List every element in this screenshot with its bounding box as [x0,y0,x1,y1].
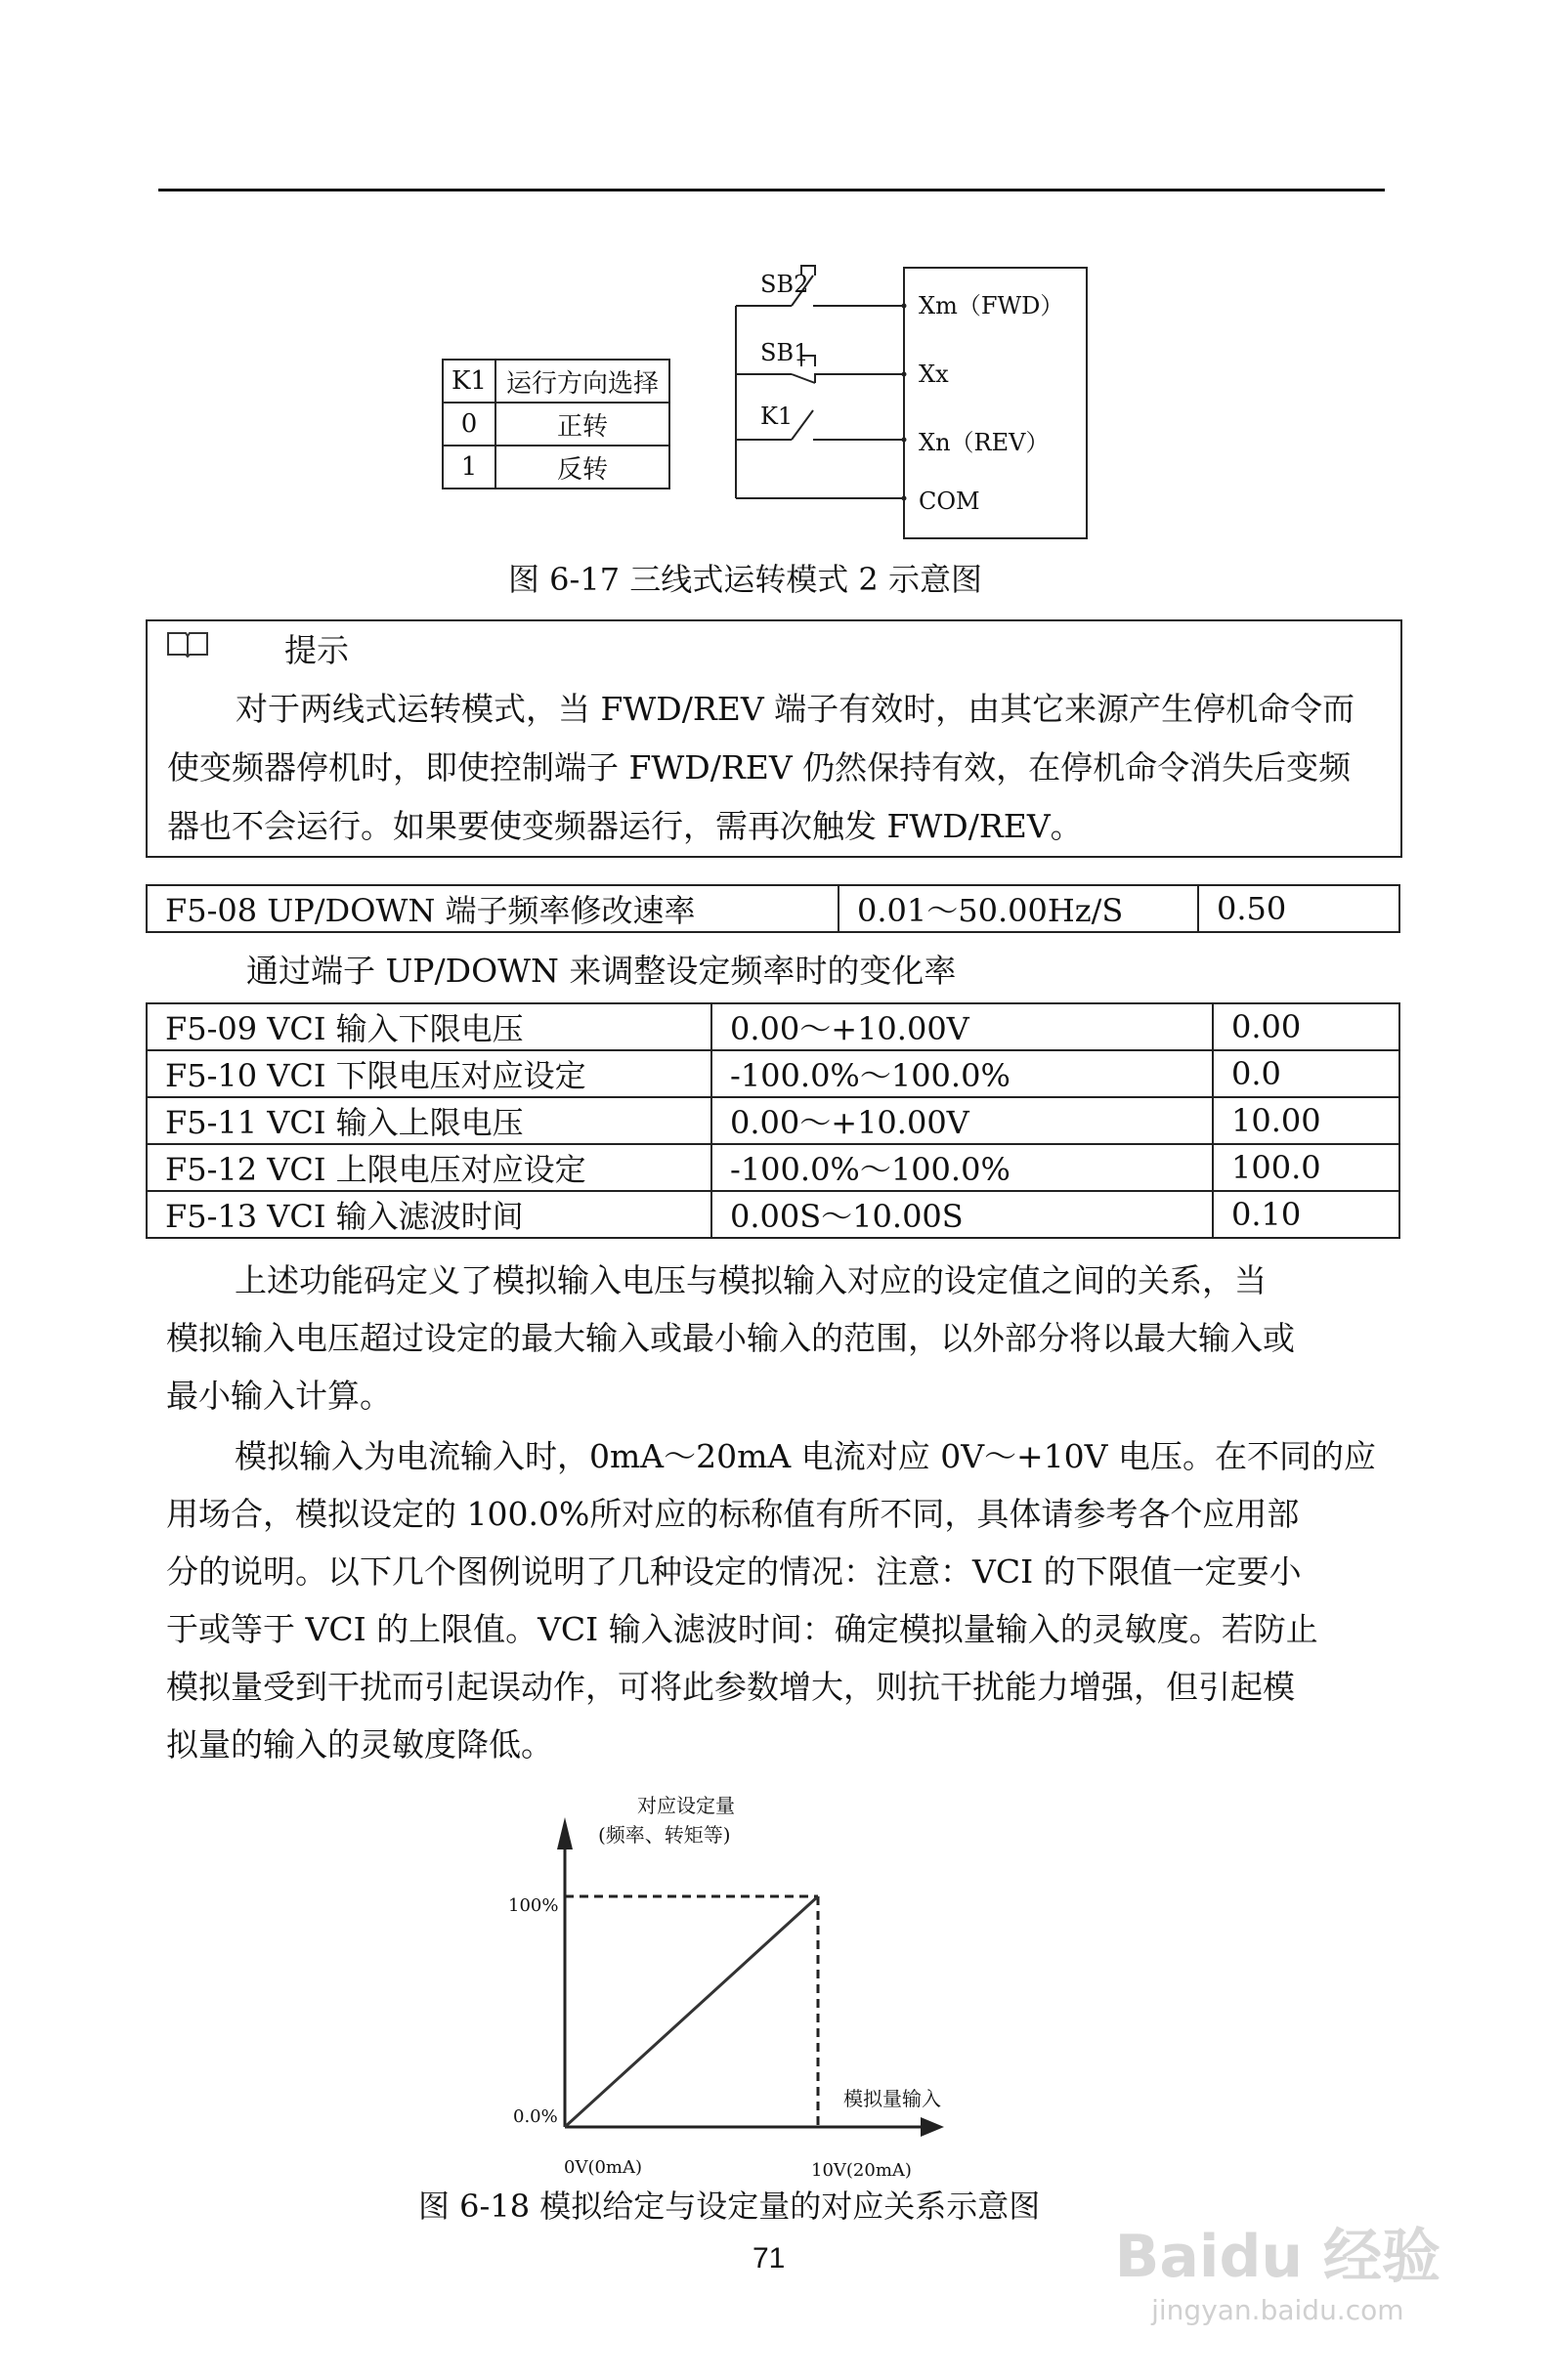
param-default: 0.50 [1198,885,1399,932]
switch-label: SB2 [760,271,809,298]
paragraph-line: 用场合，模拟设定的 100.0%所对应的标称值有所不同，具体请参考各个应用部 [166,1495,1300,1533]
switch-label: K1 [760,403,794,430]
param-code: F5-08 UP/DOWN 端子频率修改速率 [147,885,838,932]
terminal-label: COM [919,488,980,515]
terminal-label: Xn（REV） [919,429,1050,456]
tip-line: 使变频器停机时，即使控制端子 FWD/REV 仍然保持有效，在停机命令消失后变频 [167,748,1352,786]
y-tick-label: 100% [508,1895,559,1916]
y-axis-label: 对应设定量 [637,1794,735,1817]
watermark-logo: Baidu 经验 [1114,2223,1440,2291]
table-cell: 正转 [495,403,669,446]
param-default: 0.00 [1213,1003,1399,1050]
param-default: 0.10 [1213,1191,1399,1238]
terminal-label: Xx [919,361,949,388]
paragraph-line: 上述功能码定义了模拟输入电压与模拟输入对应的设定值之间的关系，当 [235,1261,1267,1299]
paragraph-line: 于或等于 VCI 的上限值。VCI 输入滤波时间：确定模拟量输入的灵敏度。若防止 [166,1610,1318,1648]
tip-title: 提示 [284,631,349,669]
paragraph-line: 拟量的输入的灵敏度降低。 [166,1725,553,1764]
y-axis-label: (频率、转矩等) [598,1823,731,1847]
param-range: 0.00～+10.00V [711,1003,1213,1050]
paragraph-line: 模拟输入电压超过设定的最大输入或最小输入的范围，以外部分将以最大输入或 [166,1319,1295,1357]
param-code: F5-12 VCI 上限电压对应设定 [147,1144,711,1191]
x-tick-label: 10V(20mA) [811,2160,912,2181]
figure-caption: 图 6-17 三线式运转模式 2 示意图 [508,561,982,598]
param-range: 0.00～+10.00V [711,1097,1213,1144]
header-rule [158,189,1385,191]
param-default: 100.0 [1213,1144,1399,1191]
param-range: 0.00S～10.00S [711,1191,1213,1238]
param-code: F5-09 VCI 输入下限电压 [147,1003,711,1050]
table-cell: 0 [443,403,495,446]
paragraph-line: 模拟输入为电流输入时，0mA～20mA 电流对应 0V～+10V 电压。在不同的应 [235,1437,1377,1475]
x-tick-label: 0V(0mA) [564,2157,643,2178]
param-range: -100.0%～100.0% [711,1050,1213,1097]
tip-line: 对于两线式运转模式，当 FWD/REV 端子有效时，由其它来源产生停机命令而 [236,690,1355,728]
watermark-url: jingyan.baidu.com [1151,2294,1404,2326]
param-range: 0.01～50.00Hz/S [838,885,1198,932]
paragraph-line: 模拟量受到干扰而引起误动作，可将此参数增大，则抗干扰能力增强，但引起模 [166,1668,1295,1706]
series-line [565,1896,818,2127]
table-cell: 1 [443,446,495,489]
switch-label: SB1 [760,339,809,366]
param-code: F5-11 VCI 输入上限电压 [147,1097,711,1144]
param-range: -100.0%～100.0% [711,1144,1213,1191]
terminal-label: Xm（FWD） [919,292,1064,319]
param-default: 10.00 [1213,1097,1399,1144]
paragraph-line: 分的说明。以下几个图例说明了几种设定的情况：注意：VCI 的下限值一定要小 [166,1552,1302,1591]
x-axis-arrow [921,2117,944,2137]
table-header: 运行方向选择 [495,360,669,403]
x-axis-label: 模拟量输入 [843,2087,941,2110]
paragraph-line: 最小输入计算。 [166,1377,392,1415]
table-header: K1 [443,360,495,403]
param-description: 通过端子 UP/DOWN 来调整设定频率时的变化率 [246,952,957,990]
param-code: F5-10 VCI 下限电压对应设定 [147,1050,711,1097]
figure-caption: 图 6-18 模拟给定与设定量的对应关系示意图 [418,2188,1041,2225]
param-table-f508 [146,884,1400,933]
param-table-vci [146,1002,1400,1239]
tip-box [146,619,1402,858]
book-icon [165,629,210,659]
table-cell: 反转 [495,446,669,489]
y-axis-arrow [557,1817,573,1849]
baidu-watermark [1115,2210,1440,2326]
param-code: F5-13 VCI 输入滤波时间 [147,1191,711,1238]
tip-line: 器也不会运行。如果要使变频器运行，需再次触发 FWD/REV。 [167,807,1083,845]
page-number: 71 [752,2242,786,2274]
k1-direction-table [442,359,670,489]
y-tick-label: 0.0% [513,2106,558,2127]
param-default: 0.0 [1213,1050,1399,1097]
